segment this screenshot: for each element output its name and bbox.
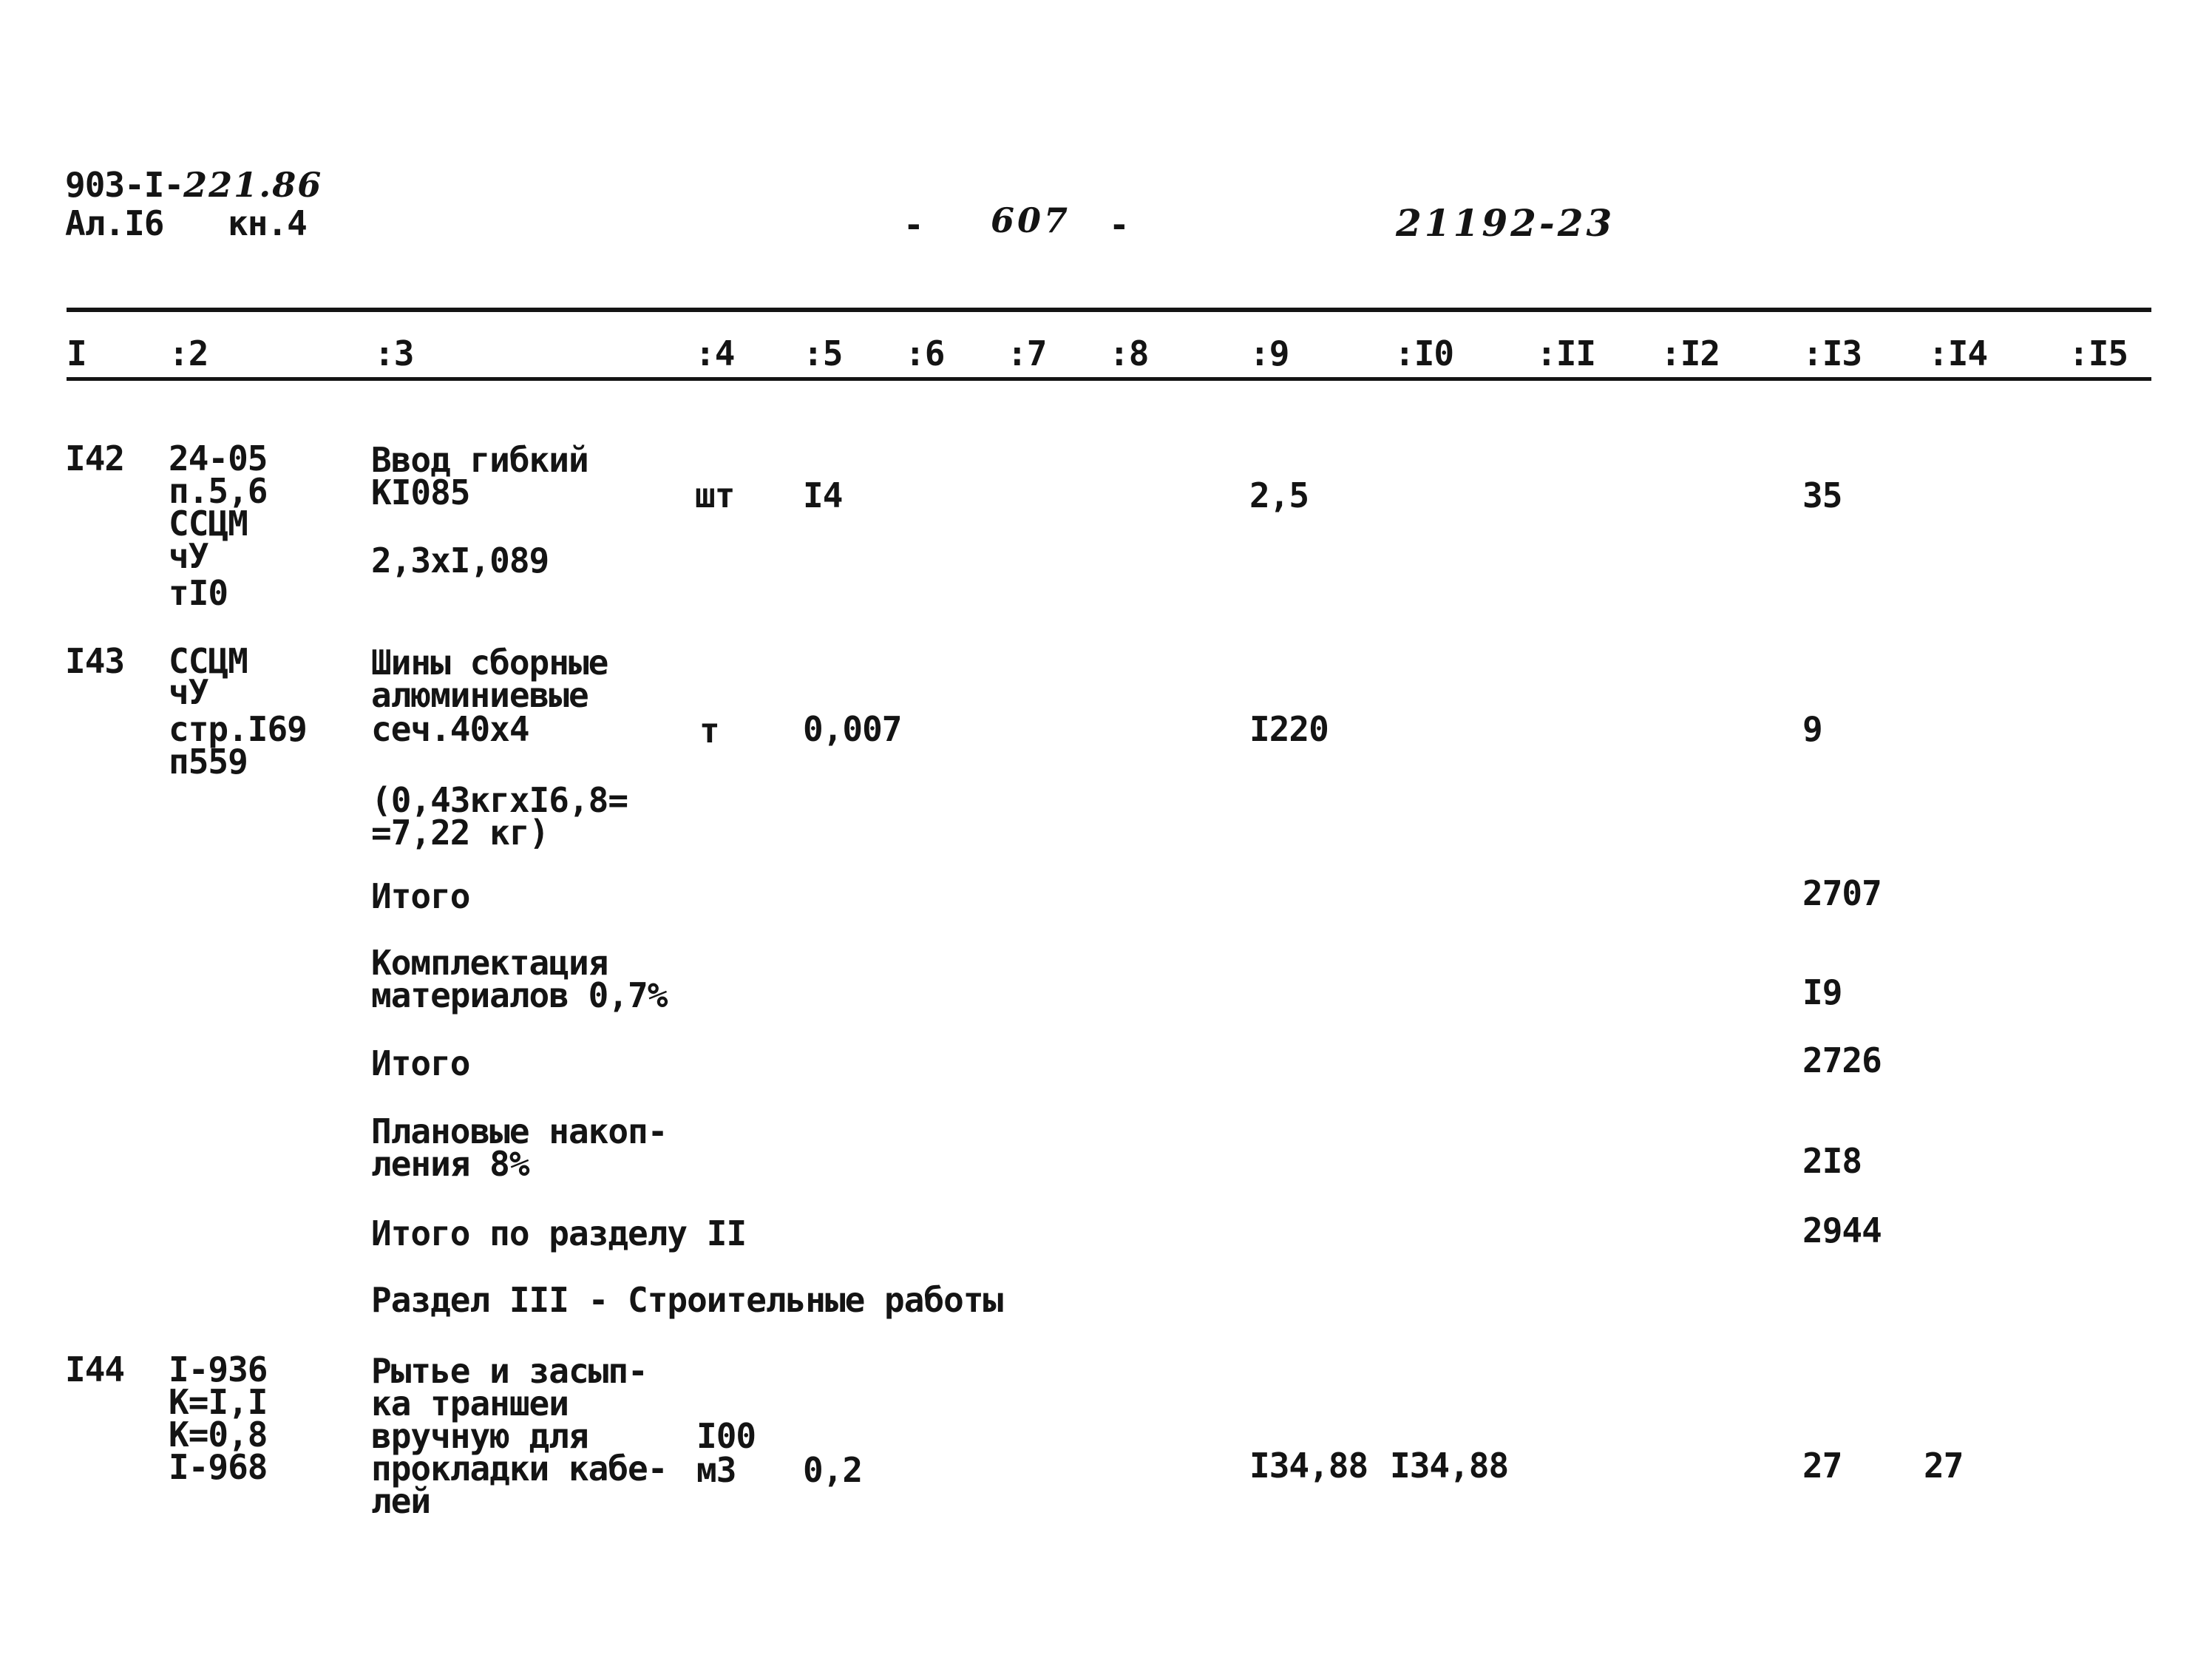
description-line: Шины сборные [371,643,608,683]
description-line: КI085 [371,473,470,512]
quantity: 0,007 [803,709,902,749]
col-header-10: :I0 [1394,333,1454,373]
description-line: лей [371,1481,431,1521]
doc-code-handwritten: 221.86 [183,165,323,205]
description-calc: (0,43кгхI6,8= [371,780,628,820]
description-line: Рытье и засып- [371,1351,648,1391]
column-header-row [67,333,2151,380]
unit-price: 2,5 [1249,475,1309,515]
col-header-9: :9 [1249,333,1289,373]
sheet-code: 21192-23 [1396,201,1615,245]
col-header-4: :4 [695,333,735,373]
ref-line: ССЦМ [169,641,248,681]
row-number: I44 [65,1350,125,1389]
summary-value: 2944 [1802,1210,1882,1250]
summary-label: материалов 0,7% [371,975,668,1015]
unit: I00 [696,1416,756,1456]
unit-price: I34,88 [1249,1446,1368,1486]
summary-label: Итого по разделу II [371,1213,747,1253]
book-number: кн.4 [228,203,307,243]
row-number: I42 [65,438,125,478]
doc-code: 903-I-221.86 [65,165,323,205]
ref-line: ССЦМ [169,504,248,544]
unit-price-col10: I34,88 [1390,1446,1509,1486]
summary-value: 2726 [1802,1040,1882,1080]
col-header-5: :5 [803,333,843,373]
col-header-8: :8 [1109,333,1149,373]
col-header-3: :3 [374,333,414,373]
total-cost: 27 [1802,1446,1842,1486]
ref-line: чУ [169,672,208,712]
page-number: 607 [991,200,1071,240]
col-header-13: :I3 [1802,333,1862,373]
ref-line: стр.I69 [169,709,307,749]
description-line: ка траншеи [371,1384,569,1423]
unit: т [699,711,719,751]
ref-line: К=0,8 [169,1415,268,1455]
total-cost-col14: 27 [1924,1446,1964,1486]
description-line: вручную для [371,1416,588,1456]
unit-price: I220 [1249,709,1329,749]
description-calc: =7,22 кг) [371,813,549,853]
ref-line: I-968 [169,1447,268,1487]
ref-line: п559 [169,742,248,782]
description-line: Ввод гибкий [371,440,588,480]
album-number: Ал.I6 [65,203,164,243]
summary-label: Комплектация [371,943,608,983]
total-cost: 35 [1802,475,1842,515]
total-cost: 9 [1802,709,1822,749]
summary-label: Итого [371,876,470,916]
page-dash-left: - [903,205,923,245]
col-header-15: :I5 [2069,333,2128,373]
summary-value: I9 [1802,972,1842,1012]
summary-label: Итого [371,1043,470,1083]
section-title: Раздел III - Строительные работы [371,1280,1003,1320]
ref-line: п.5,6 [169,471,268,511]
col-header-6: :6 [905,333,945,373]
quantity: I4 [803,475,843,515]
col-header-11: :II [1536,333,1596,373]
top-rule [67,308,2151,312]
row-number: I43 [65,641,125,681]
col-header-2: :2 [169,333,208,373]
col-header-1: I [67,333,86,373]
ref-line: I-936 [169,1350,268,1389]
summary-label: ления 8% [371,1144,529,1184]
header-underline [67,377,2151,381]
col-header-14: :I4 [1928,333,1988,373]
page-dash-right: - [1109,205,1129,245]
col-header-12: :I2 [1660,333,1720,373]
quantity: 0,2 [803,1450,863,1490]
ref-line: тI0 [169,573,228,613]
description-line: алюминиевые [371,675,588,715]
description-line: сеч.40х4 [371,709,529,749]
ref-line: чУ [169,536,208,576]
col-header-7: :7 [1007,333,1047,373]
description-calc: 2,3хI,089 [371,541,549,580]
description-line: прокладки кабе- [371,1449,668,1489]
ref-line: 24-05 [169,438,268,478]
unit: м3 [696,1450,736,1490]
summary-value: 2707 [1802,873,1882,913]
ref-line: К=I,I [169,1382,268,1422]
summary-label: Плановые накоп- [371,1111,668,1151]
unit: шт [695,475,735,515]
summary-value: 2I8 [1802,1141,1862,1181]
